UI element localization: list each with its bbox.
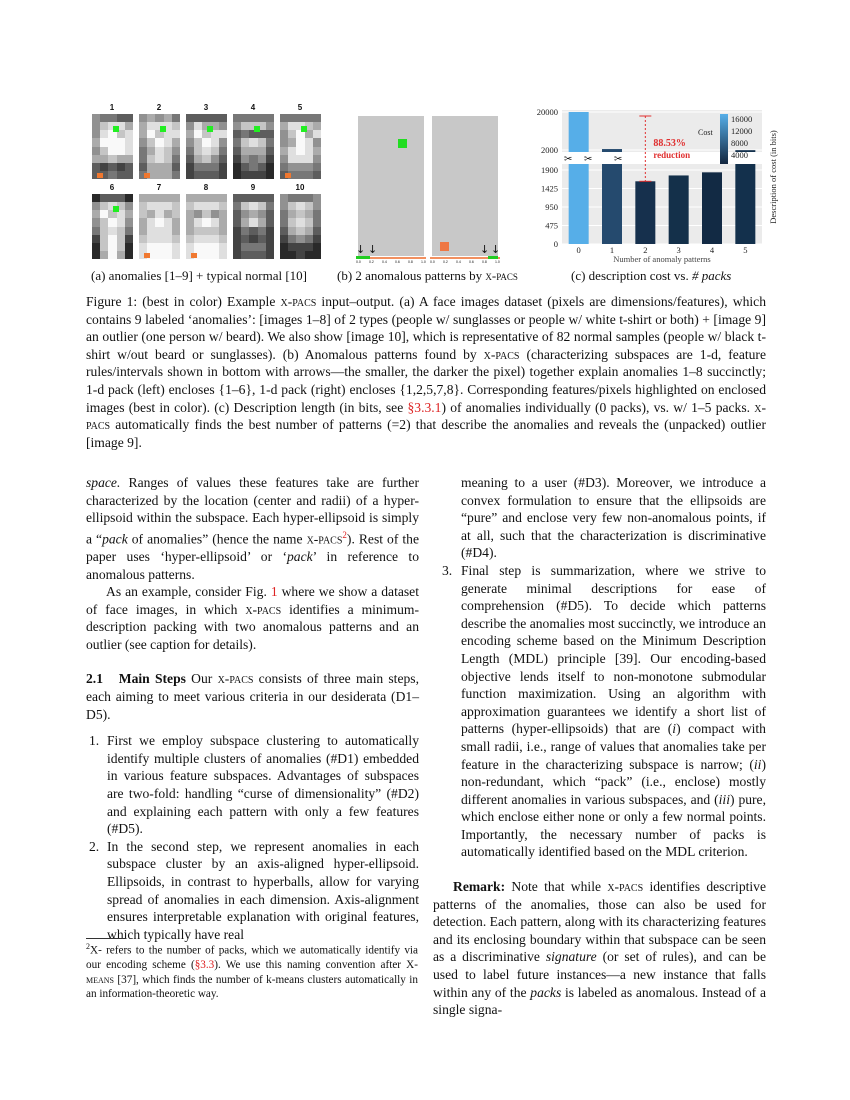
footnote: $^2$X- refers to the number of packs, which we automatically identify via our encoding scheme (§3.3). We use this naming convention after X-means [37], which finds the number of k-means clusters automatically in an information-theoretic way. [86, 942, 418, 1001]
paragraph: space. Ranges of values these features take are further characterized by the location (center and radii) of a hyper-ellipsoid within the subspace. Each hyper-ellipsoid is simply a “pack of anomalies” (hence the name x-pacs$^2$). Rest of the paper uses ‘hyper-ellipsoid’ or ‘pack’ in reference to anomalous patterns. [86, 475, 419, 582]
highlight-pixel-orange [285, 173, 291, 178]
legend-tick-label: 16000 [731, 114, 753, 124]
face-image [92, 194, 133, 259]
list-item: 2. In the second step, we represent anomalies in each subspace cluster by an axis-aligned hyper-ellipsoid. Ellipsoids, in contrast to hyperballs, allow for varying spread of anomalies in each dimension. Axis-alignment ensures interpretable explanation with original features, which typically have real [89, 838, 419, 942]
highlight-pixel-green [160, 126, 166, 132]
highlight-pixel-green [207, 126, 213, 132]
list-item: 3. Final step is summarization, where we strive to generate minimal descriptions for ease of comprehension (#D5). To decide which patterns describe the anomalies most succinctly, we introduce an encoding scheme based on the Minimum Description Length (MDL) principle [39]. Our encoding-based objective lends itself to non-monotone submodular function maximization. Using an algorithm with approximation guarantees we identify a short list of patterns (hyper-ellipsoids) that are (i) compact with small radii, i.e., range of values that anomalies take per feature in the characterizing subspace is narrow; (ii) non-redundant, which “pack” (i.e., enclose) mostly different anomalies in various subspaces, and (iii) pure, which enclose either none or only a few normal points. Importantly, the necessary number of packs is automatically identified based on the MDL criterion. [442, 562, 766, 860]
highlight-pixel-orange [97, 173, 103, 178]
subcaption-b: (b) 2 anomalous patterns by x-pacs [337, 268, 518, 283]
right-column [433, 474, 766, 1019]
highlight-pixel-orange [191, 253, 197, 258]
y-tick-label: 20000 [536, 107, 558, 117]
arrow-down-icon: ↓ [491, 243, 501, 256]
tick-label: 0.8 [482, 260, 487, 264]
tick-label: 1.0 [421, 260, 426, 264]
panel-c-cost-chart [530, 104, 785, 266]
y-tick-label: 0 [553, 239, 558, 249]
y-tick-label: 1900 [541, 165, 558, 175]
interval-right [488, 256, 498, 259]
arrow-down-icon: ↓ [356, 243, 366, 256]
x-tick-label: 3 [676, 245, 681, 255]
pattern-right-image [432, 116, 501, 256]
highlight-pixel-orange [144, 173, 150, 178]
section-title: Main Steps [118, 671, 186, 687]
scissors-icon: ✂ [584, 154, 593, 165]
highlight-pixel-orange [144, 253, 150, 258]
panel-b-pattern-images [354, 110, 502, 265]
legend-tick-label: 12000 [731, 126, 753, 136]
highlight-pixel-green [113, 206, 119, 212]
scissors-icon: ✂ [614, 154, 623, 165]
face-image [186, 194, 227, 259]
tick-label: 0.6 [395, 260, 400, 264]
paragraph: As an example, consider Fig. 1 where we show a dataset of face images, in which x-pacs identifies a minimum-description packing with two anomalous patterns and an outlier (see caption for details). [86, 584, 419, 652]
face-image [139, 194, 180, 259]
steps-list-cont [433, 562, 766, 861]
tick-label: 0.4 [456, 260, 461, 264]
arrow-down-icon: ↓ [480, 243, 490, 256]
axis-ticks-right [430, 260, 500, 266]
y-tick-label: 475 [545, 220, 558, 231]
highlight-pixel-right [440, 242, 449, 251]
tick-label: 0.0 [430, 260, 435, 264]
y-axis-title: Description of cost (in bits) [768, 130, 778, 224]
x-tick-label: 4 [709, 245, 715, 255]
face-number: 3 [203, 103, 209, 112]
y-tick-label: 950 [545, 202, 558, 212]
scissors-icon: ✂ [564, 154, 573, 165]
interval-left [356, 256, 370, 259]
face-number: 5 [297, 103, 303, 112]
face-number: 2 [156, 103, 162, 112]
legend-colorbar [720, 114, 728, 164]
tick-label: 0.8 [408, 260, 413, 264]
face-image [280, 114, 321, 179]
legend-tick-label: 8000 [731, 138, 748, 148]
tick-label: 0.2 [443, 260, 448, 264]
pattern-left-image [358, 116, 424, 256]
bar [669, 175, 689, 244]
tick-label: 0.2 [369, 260, 374, 264]
annotation-label: reduction [653, 150, 691, 160]
face-number: 7 [156, 183, 162, 192]
face-image [186, 114, 227, 179]
tick-label: 0.6 [469, 260, 474, 264]
figure-link[interactable]: 1 [270, 584, 278, 600]
face-number: 8 [203, 183, 209, 192]
remark-paragraph: Remark: Note that while x-pacs identifies descriptive patterns of the anomalies, those can also be used for detection. Each pattern, along with its characterizing features and its enclosing boundary within that subspace can be seen as a discriminative signature (or set of rules), and can be used to label future instances—a new instance that falls within any of the packs is labeled as anomalous. Instead of a single signa- [433, 879, 766, 1018]
footnote-rule [86, 938, 126, 939]
section-link[interactable]: §3.3.1 [407, 399, 442, 415]
highlight-pixel-green [113, 126, 119, 132]
list-item: 1. First we employ subspace clustering to automatically identify multiple clusters of anomalies (#D1) embedded in various feature subspaces. Advantages of subspaces are two-fold: handling “curse of dimensionality” (#D2) and explaining each pattern with only a few features (#D5). [89, 733, 419, 837]
bar [735, 150, 755, 244]
steps-list [86, 732, 419, 943]
legend-title: Cost [698, 128, 713, 137]
figure-caption: Figure 1: (best in color) Example x-pacs input–output. (a) A face images dataset (pixels are dimensions/features), which contains 9 labeled ‘anomalies’: [images 1–8] of 2 types (people w/ sunglasses or people w/ white t-shirt or both) + [image 9] an outlier (one person w/ beard). We also show [image 10], which is representative of 82 normal samples (people w/ black t-shirt w/out beard or sunglasses). (b) Anomalous patterns found by x-pacs (characterizing subspaces are 1-d, feature rules/intervals shown in bottom with arrows—the smaller, the darker the pixel) together explain anomalies 1–8 succinctly; 1-d pack (left) encloses {1–6}, 1-d pack (right) encloses {1,2,5,7,8}. Corresponding features/pixels highlighted on enclosed images (best in color). (c) Description length (in bits, see §3.3.1) of anomalies individually (0 packs), vs. w/ 1–5 packs. x-pacs automatically finds the best number of patterns (=2) that describe the anomalies and reveals the (unpacked) outlier [image 9]. [86, 294, 767, 450]
bar [702, 172, 722, 244]
x-tick-label: 0 [576, 245, 581, 255]
footnote-link[interactable]: 2 [342, 529, 347, 540]
face-number: 1 [109, 103, 115, 112]
tick-label: 0.0 [356, 260, 361, 264]
y-tick-label: 1425 [541, 183, 558, 194]
legend-tick-label: 4000 [731, 150, 748, 160]
arrow-down-icon: ↓ [368, 243, 378, 256]
face-image [233, 114, 274, 179]
section-paragraph: 2.1 Main Steps Our x-pacs consists of three main steps, each aiming to meet various criteria in our desiderata (D1–D5). [86, 671, 419, 722]
bar [569, 112, 589, 244]
y-tick-label: 2000 [541, 145, 558, 155]
x-tick-label: 1 [609, 245, 615, 255]
panel-a-face-grid [92, 103, 327, 253]
section-link[interactable]: §3.3 [194, 959, 215, 972]
x-tick-label: 5 [743, 245, 748, 255]
x-tick-label: 2 [643, 245, 648, 255]
bar [635, 181, 655, 244]
left-column [86, 474, 419, 943]
face-number: 9 [250, 183, 256, 192]
highlight-pixel-green [254, 126, 260, 132]
face-number: 4 [250, 103, 256, 112]
face-image [280, 194, 321, 259]
highlight-pixel-left [398, 139, 407, 148]
x-axis-title: Number of anomaly patterns [613, 254, 711, 264]
face-image [92, 114, 133, 179]
highlight-pixel-green [301, 126, 307, 132]
list-item-continuation: meaning to a user (#D3). Moreover, we introduce a convex formulation to ensure that the ellipsoids are “pure” and enclose very few non-anomalous points, if at all, such that the characterization is discriminative (#D4). [461, 475, 766, 561]
face-image [139, 114, 180, 179]
face-number: 6 [109, 183, 115, 192]
annotation-percent: 88.53% [653, 138, 686, 149]
tick-label: 0.4 [382, 260, 387, 264]
face-number: 10 [295, 183, 305, 192]
subcaption-a: (a) anomalies [1–9] + typical normal [10] [91, 268, 307, 283]
axis-ticks-left [356, 260, 426, 266]
section-number: 2.1 [86, 671, 103, 687]
subcaption-c: (c) description cost vs. # packs [571, 268, 732, 283]
face-image [233, 194, 274, 259]
tick-label: 1.0 [495, 260, 500, 264]
